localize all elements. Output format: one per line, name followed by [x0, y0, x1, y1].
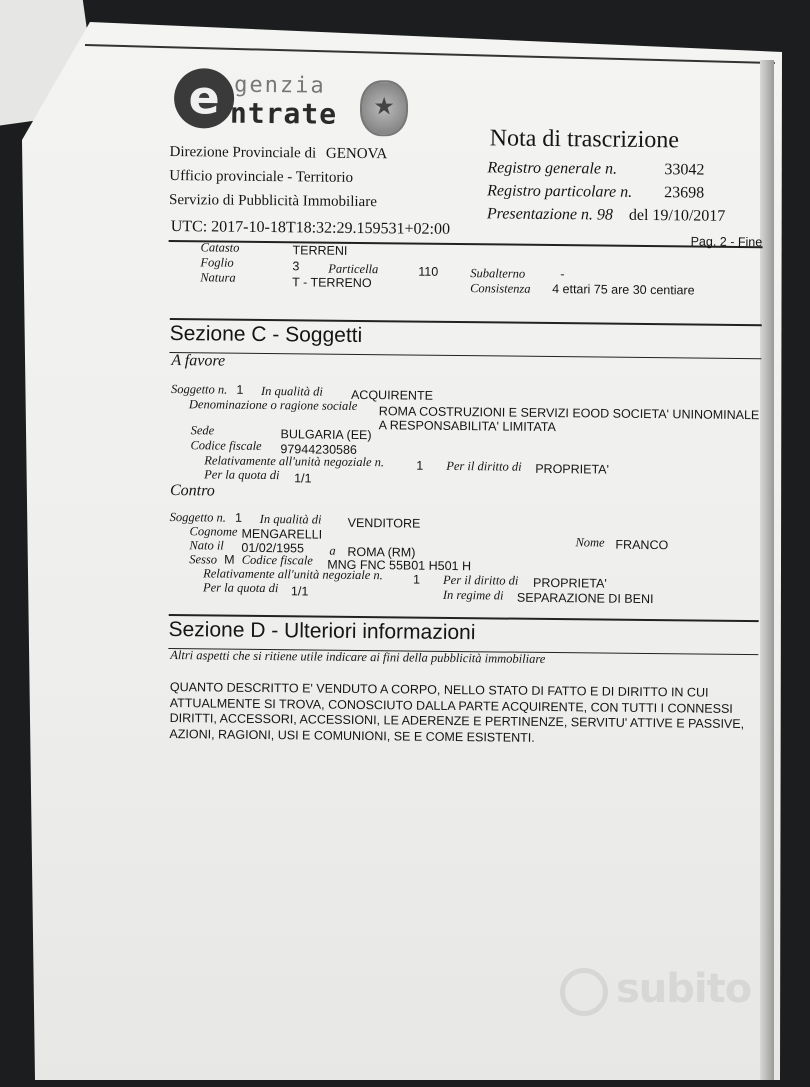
denominazione-line-2: A RESPONSABILITA' LIMITATA — [378, 418, 556, 435]
particella-value: 110 — [418, 264, 439, 279]
soggetto2-diritto-label: Per il diritto di — [443, 572, 519, 588]
section-c-bottom-rule — [169, 352, 761, 359]
regime-label: In regime di — [442, 587, 504, 603]
catasto-label: Catasto — [200, 240, 240, 255]
section-d-text: QUANTO DESCRITTO E' VENDUTO A CORPO, NELLO STATO DI FATTO E DI DIRITTO IN CUI ATTUALMENTE SI TROVA, CONOSCIUTO DALLA PARTE ACQUIRENTE, CON TUTTI I CONNESSI DIRITTI, ACCESSORI, ACCESSIONI, LE ADERENZE E PERTINENZE, SERVITU' ATTIVE E PASSIVE, AZIONI, RAGIONI, USI E COMUNIONI, SE E COME ESISTENTI. — [169, 680, 745, 745]
office-line-1: Direzione Provinciale di GENOVA — [169, 143, 388, 163]
consistenza-value: 4 ettari 75 are 30 centiare — [552, 282, 695, 298]
soggetto1-diritto-label: Per il diritto di — [446, 458, 522, 474]
soggetto2-quota-label: Per la quota di — [202, 580, 279, 596]
regime-value: SEPARAZIONE DI BENI — [516, 590, 654, 607]
soggetto1-diritto-value: PROPRIETA' — [535, 461, 610, 477]
sede-value: BULGARIA (EE) — [280, 427, 372, 443]
star-icon: ★ — [373, 92, 395, 121]
particella-label: Particella — [328, 261, 379, 277]
soggetto1-quota-label: Per la quota di — [204, 467, 280, 483]
soggetto1-unita-label: Relativamente all'unità negoziale n. — [204, 453, 385, 470]
nome-value: FRANCO — [615, 537, 669, 553]
soggetto2-label: Soggetto n. 1 — [169, 510, 243, 525]
cognome-value: MENGARELLI — [241, 526, 323, 542]
luogo-label: a — [329, 543, 336, 558]
presentazione-date: del 19/10/2017 — [628, 206, 726, 225]
page-indicator: Pag. 2 - Fine — [690, 234, 763, 250]
soggetto1-label: Soggetto n. 1 — [170, 382, 244, 397]
nato-value: 01/02/1955 — [241, 540, 305, 556]
presentazione-label: Presentazione n. 98 — [486, 205, 614, 224]
section-d-title: Sezione D - Ulteriori informazioni — [168, 618, 476, 645]
codice-fiscale-label: Codice fiscale — [190, 438, 262, 453]
subito-watermark — [560, 966, 780, 1022]
foglio-value: 3 — [292, 259, 300, 274]
contro-heading: Contro — [169, 482, 215, 500]
foglio-label: Foglio — [200, 255, 234, 270]
natura-value: T - TERRENO — [292, 275, 372, 291]
catasto-value: TERRENI — [292, 243, 348, 258]
soggetto1-quota-value: 1/1 — [294, 471, 312, 486]
subalterno-value: - — [560, 267, 565, 282]
soggetto2-qualita-label: In qualità di — [259, 511, 322, 527]
a-favore-heading: A favore — [171, 352, 226, 370]
office-line-2: Ufficio provinciale - Territorio — [169, 167, 354, 186]
sesso-label: Sesso M Codice fiscale — [189, 552, 313, 568]
registro-generale-value: 33042 — [664, 161, 705, 179]
registro-particolare-value: 23698 — [664, 184, 705, 202]
soggetto2-qualita-value: VENDITORE — [347, 515, 421, 531]
soggetto1-unita-value: 1 — [416, 458, 424, 473]
consistenza-label: Consistenza — [470, 281, 531, 296]
soggetto2-unita-label: Relativamente all'unità negoziale n. — [203, 566, 383, 583]
office-line-3: Servizio di Pubblicità Immobiliare — [168, 191, 378, 211]
soggetto1-qualita-label: In qualità di — [260, 383, 323, 399]
logo-bottom-text: ntrate — [229, 96, 338, 131]
header-divider — [169, 240, 763, 248]
republic-emblem-icon — [360, 80, 409, 136]
registro-generale-label: Registro generale n. — [487, 159, 618, 178]
cognome-label: Cognome — [189, 524, 238, 539]
codice-fiscale-value: 97944230586 — [280, 442, 357, 457]
subito-logo-icon — [560, 968, 608, 1016]
nato-label: Nato il — [189, 538, 224, 553]
utc-timestamp: UTC: 2017-10-18T18:32:29.159531+02:00 — [170, 218, 451, 238]
natura-label: Natura — [200, 270, 236, 285]
soggetto2-unita-value: 1 — [413, 572, 421, 587]
soggetto1-qualita-value: ACQUIRENTE — [350, 387, 434, 403]
agenzia-entrate-logo — [172, 66, 363, 138]
section-c-title: Sezione C - Soggetti — [169, 321, 363, 348]
section-d-subtitle: Altri aspetti che si ritiene utile indicare ai fini della pubblicità immobiliare — [170, 648, 546, 666]
sede-label: Sede — [190, 423, 215, 438]
watermark-text: subito — [616, 966, 752, 1012]
registro-particolare-label: Registro particolare n. — [487, 182, 633, 201]
denominazione-line-1: ROMA COSTRUZIONI E SERVIZI EOOD SOCIETA' UNINOMINALE — [378, 404, 760, 423]
logo-top-text: genzia — [234, 72, 326, 99]
soggetto2-codice-fiscale: MNG FNC 55B01 H501 H — [327, 557, 472, 574]
document-title: Nota di trascrizione — [489, 125, 680, 154]
luogo-value: ROMA (RM) — [347, 544, 416, 560]
nome-label: Nome — [575, 535, 605, 550]
subalterno-label: Subalterno — [470, 266, 526, 281]
soggetto2-quota-value: 1/1 — [290, 584, 309, 599]
logo-letter: e — [174, 68, 235, 129]
soggetto2-diritto-value: PROPRIETA' — [532, 575, 607, 591]
denominazione-label: Denominazione o ragione sociale — [188, 397, 358, 413]
